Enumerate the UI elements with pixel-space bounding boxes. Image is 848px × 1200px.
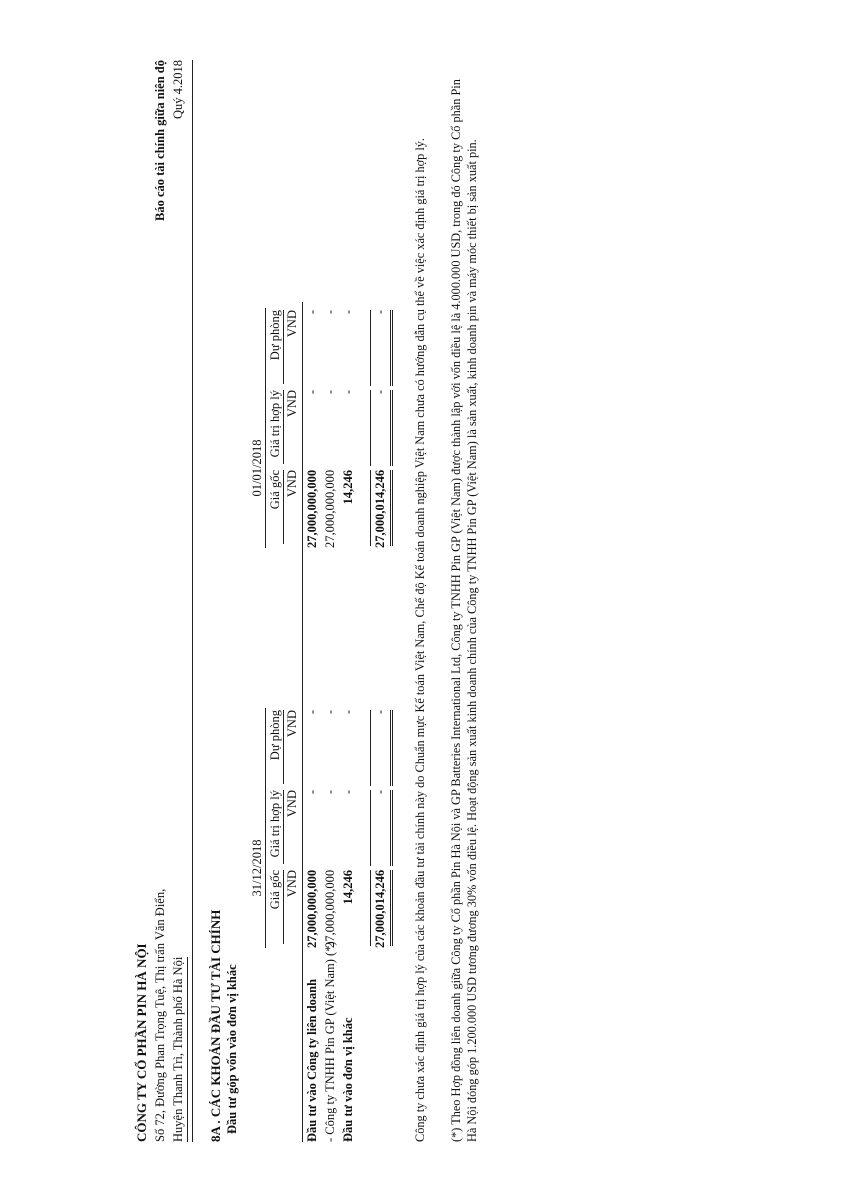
section-subtitle: Đầu tư góp vốn vào đơn vị khác bbox=[225, 964, 239, 1134]
table-header-rule bbox=[302, 302, 303, 1142]
column-header-rule bbox=[283, 390, 284, 464]
note-joint-venture: (*) Theo Hợp đồng liên doanh giữa Công ty Cổ phần Pin Hà Nội và GP Batteries International Ltd, Công ty TNHH Pin GP (Việt Nam) được thành lập với vốn điều lệ là 4.000.000 USD, trong đó Công ty Cổ phần Pin Hà Nội đóng góp 1.200.000 USD tương đương 30% vốn điều lệ. Hoạt động sản xuất kinh doanh chính của Công ty TNHH Pin GP (Việt Nam) là sản xuất, kinh doanh pin và máy móc thiết bị sản xuất pin. bbox=[449, 79, 479, 1142]
table-cell: 14,246 bbox=[341, 470, 355, 505]
column-unit: VND bbox=[285, 870, 299, 898]
report-period: Quý 4.2018 bbox=[171, 60, 185, 120]
total-rule-top bbox=[370, 390, 371, 466]
period-rule-1 bbox=[265, 708, 266, 948]
table-cell: - bbox=[323, 390, 337, 395]
total-rule-top bbox=[370, 790, 371, 866]
row-label: - Công ty TNHH Pin GP (Việt Nam) (*) bbox=[323, 941, 337, 1142]
column-header-rule bbox=[283, 470, 284, 544]
table-cell: - bbox=[341, 310, 355, 315]
column-header: Dự phòng bbox=[268, 710, 282, 761]
total-rule-bottom-1 bbox=[390, 790, 391, 866]
total-rule-top bbox=[370, 710, 371, 786]
table-cell: 27,000,000,000 bbox=[323, 469, 337, 548]
column-unit: VND bbox=[285, 470, 299, 498]
total-rule-bottom-1 bbox=[390, 710, 391, 786]
table-cell: - bbox=[341, 790, 355, 795]
total-rule-top bbox=[370, 310, 371, 386]
column-unit: VND bbox=[285, 710, 299, 738]
section-title: 8A . CÁC KHOẢN ĐẦU TƯ TÀI CHÍNH bbox=[208, 909, 223, 1142]
table-cell: - bbox=[305, 710, 319, 715]
column-header-rule bbox=[283, 310, 284, 384]
period-header-2: 01/01/2018 bbox=[250, 439, 264, 497]
total-rule-bottom-2 bbox=[392, 390, 393, 466]
table-cell: - bbox=[323, 310, 337, 315]
total-cell: 27,000,014,246 bbox=[373, 869, 387, 948]
table-cell: 14,246 bbox=[341, 870, 355, 905]
note-fair-value: Công ty chưa xác định giá trị hợp lý của các khoản đầu tư tài chính này do Chuẩn mực Kế toán Việt Nam, Chế độ Kế toán doanh nghiệp Việt Nam chưa có hướng dẫn cụ thể về việc xác định giá trị hợp lý. bbox=[413, 138, 427, 1142]
table-cell: - bbox=[305, 390, 319, 395]
row-label: Đầu tư vào đơn vị khác bbox=[341, 1017, 355, 1142]
total-cell: - bbox=[373, 710, 387, 715]
table-cell: - bbox=[305, 310, 319, 315]
report-title: Báo cáo tài chính giữa niên độ bbox=[153, 60, 167, 221]
column-header: Dự phòng bbox=[268, 310, 282, 361]
table-cell: 27,000,000,000 bbox=[305, 869, 319, 948]
total-rule-bottom-2 bbox=[392, 710, 393, 786]
column-header: Giá trị hợp lý bbox=[268, 790, 282, 858]
total-cell: 27,000,014,246 bbox=[373, 469, 387, 548]
table-cell: 27,000,000,000 bbox=[305, 469, 319, 548]
company-address-line2: Huyện Thanh Trì, Thành phố Hà Nội bbox=[171, 957, 188, 1142]
column-header: Giá gốc bbox=[268, 870, 282, 910]
column-unit: VND bbox=[285, 310, 299, 338]
row-label: Đầu tư vào Công ty liên doanh bbox=[305, 978, 319, 1142]
column-header-rule bbox=[283, 710, 284, 784]
table-cell: 27,000,000,000 bbox=[323, 869, 337, 948]
total-rule-bottom-2 bbox=[392, 310, 393, 386]
table-cell: - bbox=[341, 710, 355, 715]
column-header-rule bbox=[283, 870, 284, 944]
column-unit: VND bbox=[285, 790, 299, 818]
total-cell: - bbox=[373, 790, 387, 795]
table-cell: - bbox=[305, 790, 319, 795]
table-cell: - bbox=[323, 710, 337, 715]
total-rule-bottom-1 bbox=[390, 470, 391, 546]
table-cell: - bbox=[323, 790, 337, 795]
column-unit: VND bbox=[285, 390, 299, 418]
table-cell: - bbox=[341, 390, 355, 395]
total-rule-bottom-2 bbox=[392, 790, 393, 866]
total-rule-bottom-1 bbox=[390, 310, 391, 386]
total-cell: - bbox=[373, 310, 387, 315]
company-name: CÔNG TY CỔ PHẦN PIN HÀ NỘI bbox=[134, 943, 149, 1142]
total-rule-top bbox=[370, 470, 371, 546]
total-rule-top bbox=[370, 870, 371, 946]
period-rule-2 bbox=[265, 308, 266, 548]
total-rule-bottom-2 bbox=[392, 470, 393, 546]
column-header-rule bbox=[283, 790, 284, 864]
total-rule-bottom-1 bbox=[390, 390, 391, 466]
period-header-1: 31/12/2018 bbox=[250, 839, 264, 897]
company-address-line1: Số 72, Đường Phan Trọng Tuệ, Thị trấn Văn Điển, bbox=[153, 888, 167, 1142]
total-rule-bottom-2 bbox=[392, 870, 393, 946]
column-header: Giá trị hợp lý bbox=[268, 390, 282, 458]
total-rule-bottom-1 bbox=[390, 870, 391, 946]
header-divider bbox=[192, 60, 193, 1142]
total-cell: - bbox=[373, 390, 387, 395]
column-header: Giá gốc bbox=[268, 470, 282, 510]
